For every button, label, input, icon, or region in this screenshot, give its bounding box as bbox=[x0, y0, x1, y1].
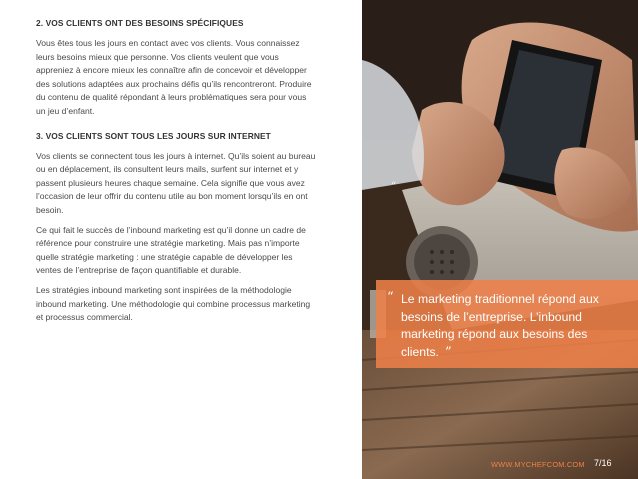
pull-quote-text: Le marketing traditionnel répond aux besoins de l’entreprise. L’inbound marketing répond aux besoins des clients. bbox=[401, 292, 599, 359]
section-clients-internet bbox=[36, 131, 318, 325]
smartphone-photo bbox=[362, 0, 638, 479]
pull-quote bbox=[401, 291, 631, 361]
open-quote-mark: “ bbox=[387, 290, 394, 305]
section-title: 2. VOS CLIENTS ONT DES BESOINS SPÉCIFIQUES bbox=[36, 18, 244, 28]
decorative-quote-mark: “ bbox=[391, 181, 397, 192]
photo-illustration bbox=[362, 0, 638, 479]
text-column bbox=[36, 18, 318, 325]
section-paragraph: Les stratégies inbound marketing sont inspirées de la méthodologie inbound marketing. Une méthodologie qui combine processus marketing et processus commercial. bbox=[36, 284, 311, 323]
section-paragraph: Ce qui fait le succès de l’inbound marketing est qu’il donne un cadre de référence pour construire une stratégie marketing. Mais pas n’importe quelle stratégie marketing : une stratégie capable de développer les ventes de l’entreprise de façon quantifiable et durable. bbox=[36, 224, 306, 276]
section-paragraph: Vous êtes tous les jours en contact avec vos clients. Vous connaissez leurs besoins mieux que personne. Vos clients veulent que vous appreniez à encore mieux les connaître afin de concevoir et développer des solutions adaptées aux prochains défis qu’ils rencontreront. Produire du contenu de qualité répondant à leurs problématiques sera pour vous un jeu d’enfant. bbox=[36, 38, 312, 116]
section-clients-besoins bbox=[36, 18, 318, 119]
section-paragraph: Vos clients se connectent tous les jours à internet. Qu’ils soient au bureau ou en déplacement, ils consultent leurs mails, surfent sur internet et y passent plusieurs heures chaque semaine. Cela signifie que vous avez l’occasion de leur offrir du contenu utile au bon moment lorsqu’ils en ont besoin. bbox=[36, 150, 316, 215]
section-title: 3. VOS CLIENTS SONT TOUS LES JOURS SUR INTERNET bbox=[36, 130, 271, 141]
footer-website-link[interactable]: WWW.MYCHEFCOM.COM bbox=[491, 460, 585, 469]
page-number: 7/16 bbox=[594, 458, 612, 468]
close-quote-mark: ” bbox=[444, 344, 452, 360]
